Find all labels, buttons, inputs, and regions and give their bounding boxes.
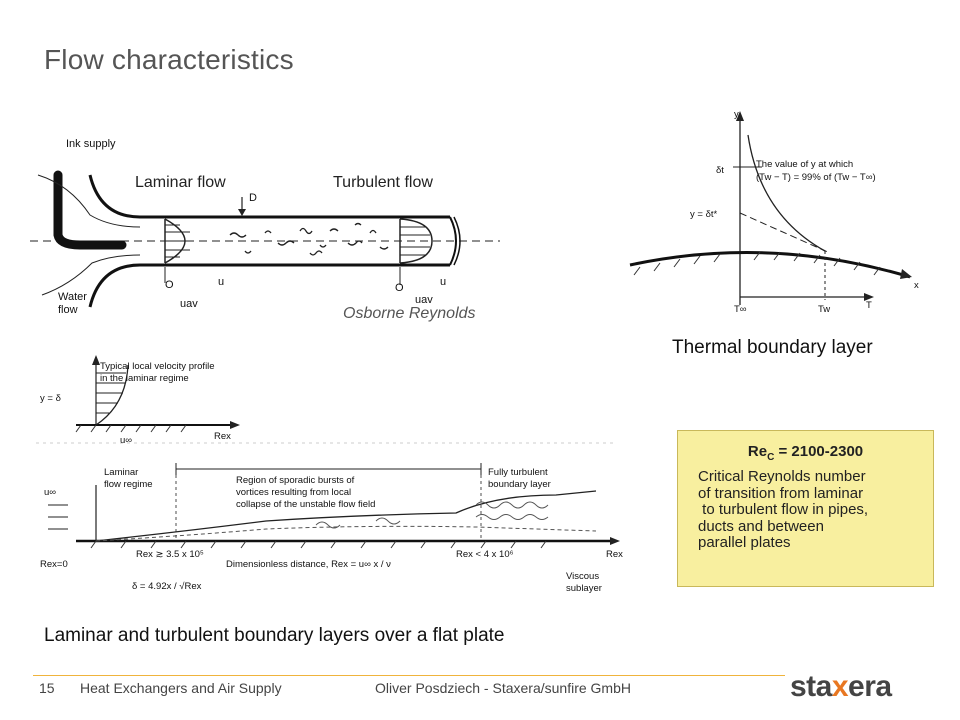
page-title: Flow characteristics: [44, 44, 294, 75]
footer-divider: [33, 675, 785, 676]
delta-t-label: δt: [716, 165, 724, 176]
fully-turbulent-line-1: Fully turbulent: [488, 467, 548, 478]
rex-axis-label-plate: Rex: [606, 549, 623, 560]
critical-reynolds-text: Critical Reynolds number of transition from laminar to turbulent flow in pipes, ducts and between parallel plates: [698, 468, 869, 551]
footer-author: Oliver Posdziech - Staxera/sunfire GmbH: [375, 680, 631, 696]
laminar-flow-label: Laminar flow: [135, 174, 226, 191]
u-label-turbulent: u: [440, 276, 447, 288]
y-delta-t-star-label: y = δt*: [690, 209, 718, 220]
region-line-1: Region of sporadic bursts of: [236, 475, 355, 486]
thermal-boundary-figure: [630, 105, 930, 320]
thermal-note-line-2: (Tw − T) = 99% of (Tw − T∞): [756, 172, 876, 183]
uinf-label-top: u∞: [120, 435, 133, 446]
staxera-logo: staxera: [790, 670, 892, 703]
turbulent-flow-label: Turbulent flow: [333, 174, 433, 191]
uav-label-turbulent: uav: [415, 294, 433, 306]
dimensionless-distance-label: Dimensionless distance, Rex = u∞ x / ν: [226, 559, 391, 570]
thermal-t-axis-label: T: [866, 300, 872, 311]
u-label-laminar: u: [218, 276, 225, 288]
viscous-sublayer-line-2: sublayer: [566, 583, 602, 594]
footer-course-title: Heat Exchangers and Air Supply: [80, 680, 282, 696]
o-label-turbulent: O: [395, 282, 404, 294]
profile-note-line-2: in the laminar regime: [100, 373, 189, 384]
y-delta-label: y = δ: [40, 393, 61, 404]
critical-reynolds-note: [677, 430, 934, 587]
laminar-regime-line-1: Laminar: [104, 467, 139, 478]
rex-axis-label-top: Rex: [214, 431, 231, 442]
flat-plate-caption: Laminar and turbulent boundary layers over a flat plate: [44, 625, 505, 646]
thermal-x-axis-label: x: [914, 280, 919, 291]
diameter-label: D: [249, 192, 257, 204]
thermal-y-axis-label: y: [734, 109, 739, 120]
t-wall-label: Tw: [818, 304, 831, 315]
laminar-regime-line-2: flow regime: [104, 479, 153, 490]
region-line-3: collapse of the unstable flow field: [236, 499, 376, 510]
ink-supply-label: Ink supply: [66, 138, 116, 150]
o-label-laminar: O: [165, 279, 174, 291]
uav-label-laminar: uav: [180, 298, 198, 310]
critical-reynolds-heading: $Re_C = 2100-2300$: [747, 443, 864, 463]
t-infinity-label: T∞: [734, 304, 747, 315]
re-high-label: Rex < 4 x 10⁶: [456, 549, 514, 560]
profile-note-line-1: Typical local velocity profile: [100, 361, 215, 372]
fully-turbulent-line-2: boundary layer: [488, 479, 551, 490]
thermal-caption: Thermal boundary layer: [672, 337, 873, 358]
re-low-label: Rex ≳ 3.5 x 10⁵: [136, 549, 204, 560]
delta-equation-label: δ = 4.92x / √Rex: [132, 581, 202, 592]
viscous-sublayer-line-1: Viscous: [566, 571, 600, 582]
water-flow-label-2: flow: [58, 304, 78, 316]
page-number: 15: [39, 680, 55, 696]
water-flow-label-1: Water: [58, 291, 87, 303]
uinf-label-plate: u∞: [44, 487, 57, 498]
re-zero-label: Rex=0: [40, 559, 68, 570]
region-line-2: vortices resulting from local: [236, 487, 352, 498]
osborne-reynolds-credit: Osborne Reynolds: [343, 305, 476, 322]
flat-plate-figure: [36, 345, 636, 610]
thermal-note-line-1: The value of y at which: [756, 159, 854, 170]
